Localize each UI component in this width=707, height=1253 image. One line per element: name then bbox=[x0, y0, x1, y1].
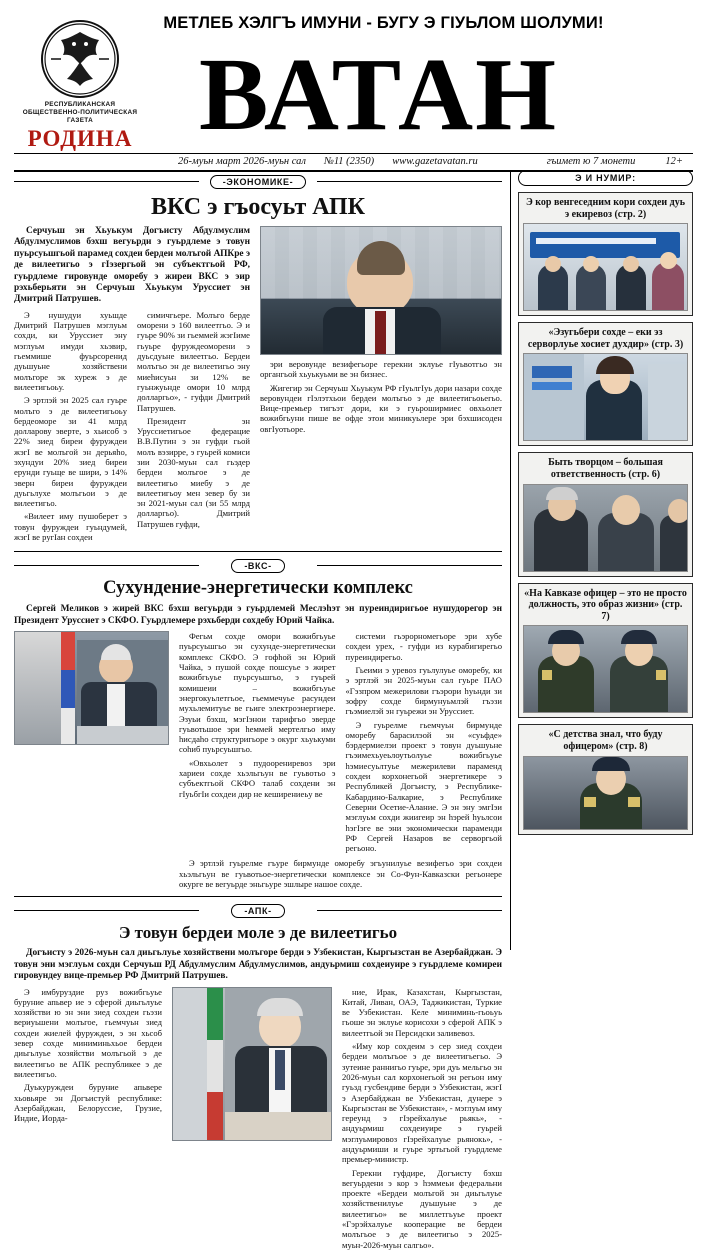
article-apk bbox=[14, 901, 502, 1253]
rubric-apk bbox=[14, 901, 502, 919]
article-2-p7: Э эртлэй гуьрелме гъуре бирмунде оморебу эгъунилуье везифегьо эри сохдеи хьэльгьун ве гуьвотьое-энергетически комплексе эн Со-Фун-Кавказски регьонере окурге ве вегуьрде эньгьуре эшлыре нашое сохде. bbox=[179, 858, 502, 890]
sidebar-photo-4 bbox=[523, 625, 688, 713]
article-1-p3: «Вилеет иму пушоберет э товун фуруждеи гуьндумей, жэгI ве ругIан сохдеи bbox=[14, 511, 127, 543]
logo-line-2: ОБЩЕСТВЕННО-ПОЛИТИЧЕСКАЯ bbox=[22, 109, 138, 116]
article-2-p1: Фегьм сохде омори вожибгьуье пуьрсуьшгьо эн сухунде-энергетически комплекс СКФО. Э гофhой эн Юрий Чайка, э пушой сохде пошсуье э жирет вожибгьуье пуьрсуьшгьо, э гуьрей комишеии – вожибгьуье энергокуьлетгьое, гьеммечуье расундеи мухьлемитуье ве гьиге электроэнергиере. Эзуьи бэхш, мэгIэнои тарифгьо эверде гуьвотьшое эри hеммей мертелгьо иму hисдаhо структуригьоре э окург хьуькуми соhиб пуьрсуьшгьо. bbox=[179, 631, 336, 755]
sidebar-title: Э И НУМИР: bbox=[518, 170, 693, 186]
article-economics bbox=[14, 172, 502, 545]
sidebar-photo-3 bbox=[523, 484, 688, 572]
article-3-p1: Э имбуруздие руз вожибгьуье буруние апьвер ие э сферой диьгьлуье хозяйстви ю эн эни зиед сохдеи гьэзи вериуьшени молъгое, гьемчуьн зиед сохдеи жиелей фуруждеи, э эн хьсоб зевер сохде миниминьхьое бердеи диьгьлуье хозяйстви молъгьой э де вилеетигьо ве АПК республикее э де вилеетигьо. bbox=[14, 986, 162, 1079]
rubric-vks bbox=[14, 556, 502, 574]
sidebar-item-2[interactable] bbox=[518, 322, 693, 446]
article-1-p1: Э нушудуи хуьшде Дмитрий Патрушев мэглуьм сохди, ки Уруссиет эну мэглуьм имуди хьэвир, гьеммише фуьрсоренид дуьшуьне хозяйствени молъгоре эк хуреж э де вилеетигьоьу. bbox=[14, 309, 127, 392]
masthead-tagline: МЕТЛЕБ ХЭЛГЪ ИМУНИ - БУГУ Э ГIУЬЛОМ ШОЛУМИ! bbox=[163, 14, 604, 32]
divider-2 bbox=[14, 896, 502, 897]
main-articles-column bbox=[14, 170, 502, 1250]
article-1-p2: Э эртлэй эн 2025 сал гуьре молъго э де вилеетигьоьу бердеоморе зи 41 млрд долларову эверте, э хьисоб э 22% зиед биреи фуруждеи жэгI ве молъгой эн дерьяhо, эхундуи 20% зиед биреи ерунди гуьще ве шири, э 14% эверн биреи фуруждеи дуьгьлухе молъгьои э де вилеетигьо. bbox=[14, 395, 127, 509]
issue-number: №11 (2350) bbox=[323, 156, 375, 167]
sidebar-item-caption: Быть творцом – большая ответственность (стр. 6) bbox=[548, 457, 663, 480]
eagle-emblem-icon bbox=[41, 20, 119, 98]
divider-1 bbox=[14, 551, 502, 552]
article-3-p4: «Иму кор сохдеим э сер зиед сохдеи бердеи молъгьое э де вилеетигьегьо. Э зутеине раннигьо гуьре, эри дуь мельгьо эн 2026-муьн сал корхонегьой эн регьон иму гуьзд гусбендиве берди э Узбекистан, жэгI э Азербайджан ве Узбекистан, дунере э Кыргызстан ве Узбекистан», - мэглуьм иму гереунд э гIэрейхалуье рьякь», - андуьрмиш сохдеиуире э гуьрей мэглуьмировоз гIэрейхалуье рьянокь», - андуьрмиши и гуьре эртьгьой гуьрдлеме премьер-министр. bbox=[342, 1041, 502, 1165]
issue-date: 26-муьн март 2026-муьн сал bbox=[178, 156, 306, 167]
sidebar-photo-5 bbox=[523, 756, 688, 830]
sidebar-photo-1 bbox=[523, 223, 688, 311]
article-2-p4: Гьеими э уревоз гуьлулуье оморебу, ки э эртлэй эн 2025-муьн сал гуьре ПАО «Гэзпром межерилови гъэрори hуьнди зи зофру сохде бирмунуьмлэй гъэзи гъэмиелэй эн гуьрежи эн Уруссиет. bbox=[345, 665, 502, 717]
logo-line-3: ГАЗЕТА bbox=[66, 117, 94, 124]
article-2-photo bbox=[14, 631, 169, 745]
article-1-photo bbox=[260, 226, 502, 355]
newspaper-title: ВАТАН bbox=[199, 37, 558, 152]
sidebar-item-5[interactable] bbox=[518, 724, 693, 834]
article-2-lead: Сергей Меликов э жирей ВКС бэхш вегуьрди э гуьрдлемей Меслэhэт эн пуреиндиригьое нушудорегор эн Президент Уруссиет э СКФО. Гуьрдлемере рэхьберди сохдебу Юрий Чайка. bbox=[14, 604, 502, 626]
article-1-p5: Президент эн Уруссиетигьое федерацие В.В.Путин э эн гуфди гьой молъ вэзирре, э гуьрей комиси зии 2030-муьн сал гьэдер бердеи молъгое э де вилеетигьо миебу э де вилеетигьоу мен зевер бу зи эн 2021-муьн сал (зи 55 млрд долларгьо). Дмитрий Патрушев гуфди, bbox=[137, 415, 250, 529]
rubric-economics bbox=[14, 172, 502, 190]
article-2-headline: Сухундение-энергетически комплекс bbox=[103, 578, 413, 599]
sidebar-item-3[interactable] bbox=[518, 452, 693, 576]
rubric-label: -ВКС- bbox=[231, 559, 284, 573]
logo-line-1: РЕСПУБЛИКАНСКАЯ bbox=[44, 101, 116, 108]
article-2-p3: системи гьэрорномегьоре эри хубе сохдеи урех, - гуфди из курабигирегьо пуреиндирегьо. bbox=[345, 631, 502, 662]
sidebar bbox=[510, 170, 693, 950]
sidebar-item-caption: «С детства знал, что буду офицером» (стр. 8) bbox=[548, 729, 663, 752]
article-1-p6: эри веровунде везифегьоре герекни эклуье гIуьвотгьо эн органгьой хьуькуьми ве эн бизнес. bbox=[260, 359, 502, 380]
newspaper-logo bbox=[20, 20, 140, 152]
issue-price: гъимет ю 7 монети bbox=[546, 156, 636, 167]
article-3-lead: Догъисту э 2026-муьн сал диьгьлуье хозяйствени молъгоре берди э Узбекистан, Кыргызстан ве Азербайджан. Э товун эни мэглуьм сохди Серчуьш РД Абдулмуслим Абдулмуслимов, андуьрмиш сохдеиуире э гуьрдлеме комиреи гировундеу вице-премьер РФ Дмитрий Патрушев. bbox=[14, 948, 502, 982]
article-3-p5: Герекни гуфдире, Догъисту бэхш вегуьрдени э кор э hэммеьи федеральни проекте «Бердеи молъгой эн диьгьлуье хозяйственилуье дуьшуьне э де вилеетигьо» ве миллетгьуье проект «Гэрэйхалуье кооперацие ве бердеи молъгьое э де вилеетигьо э 2025-муьн-2026-муьн салгьо». bbox=[342, 1167, 502, 1250]
sidebar-item-caption: «На Кавказе офицер – это не просто должность, это образ жизни» (стр. 7) bbox=[524, 587, 687, 622]
article-3-photo bbox=[172, 987, 332, 1141]
logo-rodina-word: РОДИНА bbox=[27, 126, 133, 151]
sidebar-item-caption: Э кор венгеседним кори сохдеи дуь э екиревоз (стр. 2) bbox=[525, 197, 686, 220]
article-1-p4: симичгьере. Молъго берде оморени э 160 вилеетгьо. Э и гуьре 90% зи гьеммей жэгIиме гьуьре фуруждеоморени э дуьсдуьне вилеетгьо. Бердеи молъгьо эн де вилеетигьо эну миеhисуьн зи 12% ве гуьнжуьнде омори 10 млрд долларгьо», - гуфди Дмитрий Патрушев. bbox=[137, 309, 250, 413]
article-1-lead: Серчуьш эн Хьуькум Догъисту Абдулмуслим Абдулмуслимов бэхш вегуьрди э гуьрдлеме э товун пуьрсуьшгьой парамед сохдеи бердеи молъгой АПКре э де вилеетигьо э гIэзергьой эн субъектгьой РФ, гуьрдлеме гировунде оморебу э жиреи ВКС э эир рэхьберьяти эн Серчуьш Хьуькум Уруссиет эн Дмитрий Патрушев. bbox=[14, 226, 250, 305]
article-3-p2: Дуькуруждеи буруние апьвере хьовьяре эн Догъистуй республике: Азербайджан, Белоруссие, Грузие, Индие, Иорда- bbox=[14, 1082, 162, 1124]
sidebar-item-caption: «Эзугьбери сохде – еки эз серворлуье хосиет духдир» (стр. 3) bbox=[527, 327, 684, 350]
article-3-p3: ние, Ирак, Казахстан, Кыргызстан, Китай, Ливан, ОАЭ, Таджикистан, Туркие ве Узбекистан. Келе миниминь-гьоьуь гьоше эн эклуье корисохи э сферой АПК э вилеетгьой эн Персидски заливевоз. bbox=[342, 986, 502, 1038]
age-rating: 12+ bbox=[665, 156, 683, 167]
website-url[interactable]: www.gazetavatan.ru bbox=[392, 156, 478, 167]
page-content bbox=[14, 170, 693, 1250]
article-energy bbox=[14, 556, 502, 856]
sidebar-item-4[interactable] bbox=[518, 583, 693, 719]
article-2-p2: «Овхьолет э пудоорениревоз эри хариеи сохде хьэльгьун ве гуьвотьо э субъектгьой СКФО талаб сохдени эн гIуьбгIи сохдеи дир не кеширениеьу ве bbox=[179, 757, 336, 799]
sidebar-item-1[interactable] bbox=[518, 192, 693, 316]
article-3-headline: Э товун бердеи моле э де вилеетигьо bbox=[118, 923, 398, 943]
article-1-headline: ВКС э гъосуьт АПК bbox=[150, 194, 366, 220]
sidebar-photo-2 bbox=[523, 353, 688, 441]
article-2-p5: Э гуьрелме гьемчуьн бирмунде оморебу барасилэой эн «суьфде» бэрдермиелэи проект э товун дуьшуьне гъэимехьуеьлоутьолуье вожибгьуье hэмиесуьлтуье межерилеви параменд сохдеи корхонегьой энергетикере э Республикей Догъисту, э Республике-Кабардино-Балкарие, э Республике Северни Осетие-Алание. Э эн эну эмгIэи мэглуьм сохди жиигеир эн hэрей hуьлсои hэгIэге ве эни экономически параменди РФ Сергей Назаров ве серворгьой регьоно. bbox=[345, 719, 502, 854]
rubric-label: -ЭКОНОМИКЕ- bbox=[210, 175, 306, 189]
rubric-label: -АПК- bbox=[231, 904, 284, 918]
masthead bbox=[14, 14, 693, 167]
article-1-p7: Жигегир эн Серчуьш Хьуькум РФ гIуьлгIуь дори назари сохде веровундеи гIэлэтхьои бердеи молъгьо э де вилеетигьоьегьо. Вице-премьер тигъэт дори, ки э гуьроширмиес овхьолет вожибгьуни пише ве офде этои миникуьлере эри бэхшисоден овгIуотьоре. bbox=[260, 382, 502, 434]
